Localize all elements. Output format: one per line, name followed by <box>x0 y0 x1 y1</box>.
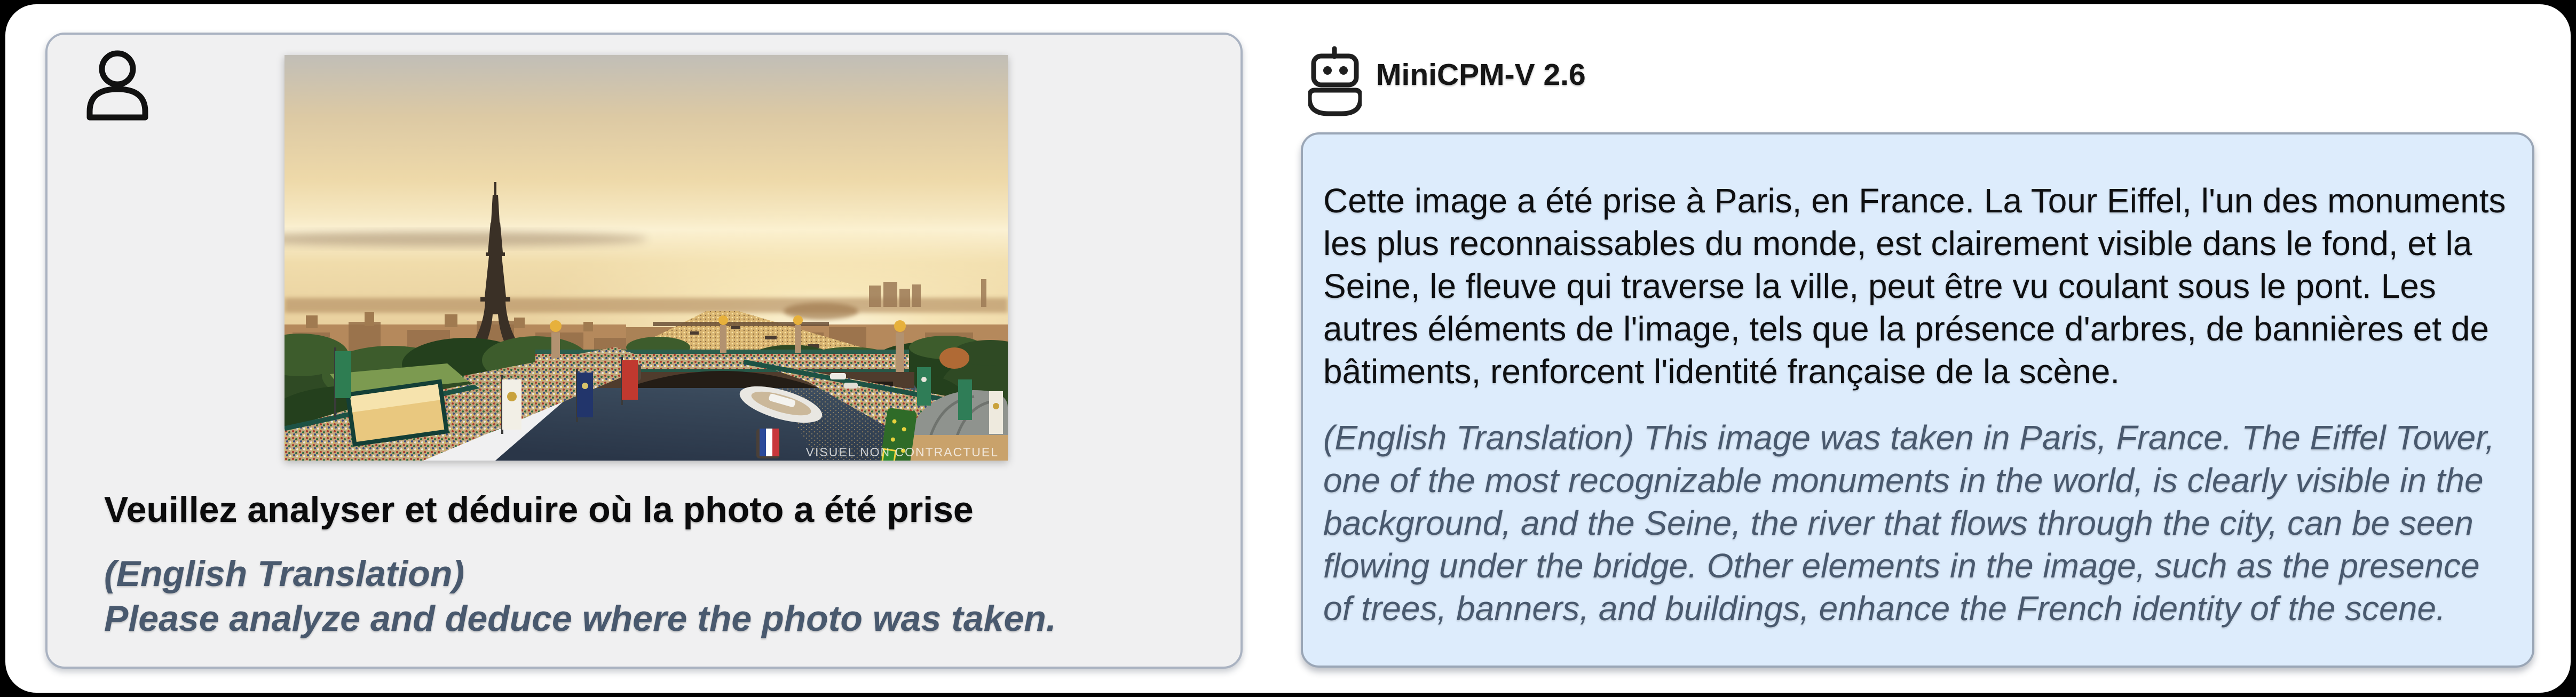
paris-photo-illustration <box>285 55 1008 461</box>
user-question-translation <box>104 551 1214 641</box>
paris-seine-photo <box>285 55 1008 461</box>
user-question-card <box>45 33 1243 669</box>
model-header <box>1308 46 1949 121</box>
robot-icon <box>1308 46 1362 116</box>
model-answer-bubble <box>1301 132 2534 668</box>
user-icon <box>84 49 153 129</box>
far-bridge <box>653 322 829 326</box>
user-question-english: Please analyze and deduce where the photo was taken. <box>104 598 1056 639</box>
photo-watermark: VISUEL NON CONTRACTUEL <box>805 445 999 459</box>
user-question-french: Veuillez analyser et déduire où la photo a été prise <box>104 489 974 530</box>
model-answer-french: Cette image a été prise à Paris, en France. La Tour Eiffel, l'un des monuments les plus reconnaissables du monde, est clairement visible dans le fond, et la Seine, le fleuve qui traverse la ville, peut être vu coulant sous le pont. Les autres éléments de l'image, tels que la présence d'arbres, de bannières et de bâtiments, renforcent l'identité française de la scène. <box>1323 181 2506 391</box>
french-flag-boat <box>756 429 780 458</box>
model-name: MiniCPM-V 2.6 <box>1376 58 1586 92</box>
model-answer-english: (English Translation) This image was taken in Paris, France. The Eiffel Tower, one of the most recognizable monuments in the world, is clearly visible in the background, and the Seine, the river that flows through the city, can be seen flowing under the bridge. Other elements in the image, such as the presence of trees, banners, and buildings, enhance the French identity of the scene. <box>1323 418 2495 628</box>
page-background <box>5 4 2571 693</box>
translation-label: (English Translation) <box>104 553 465 594</box>
